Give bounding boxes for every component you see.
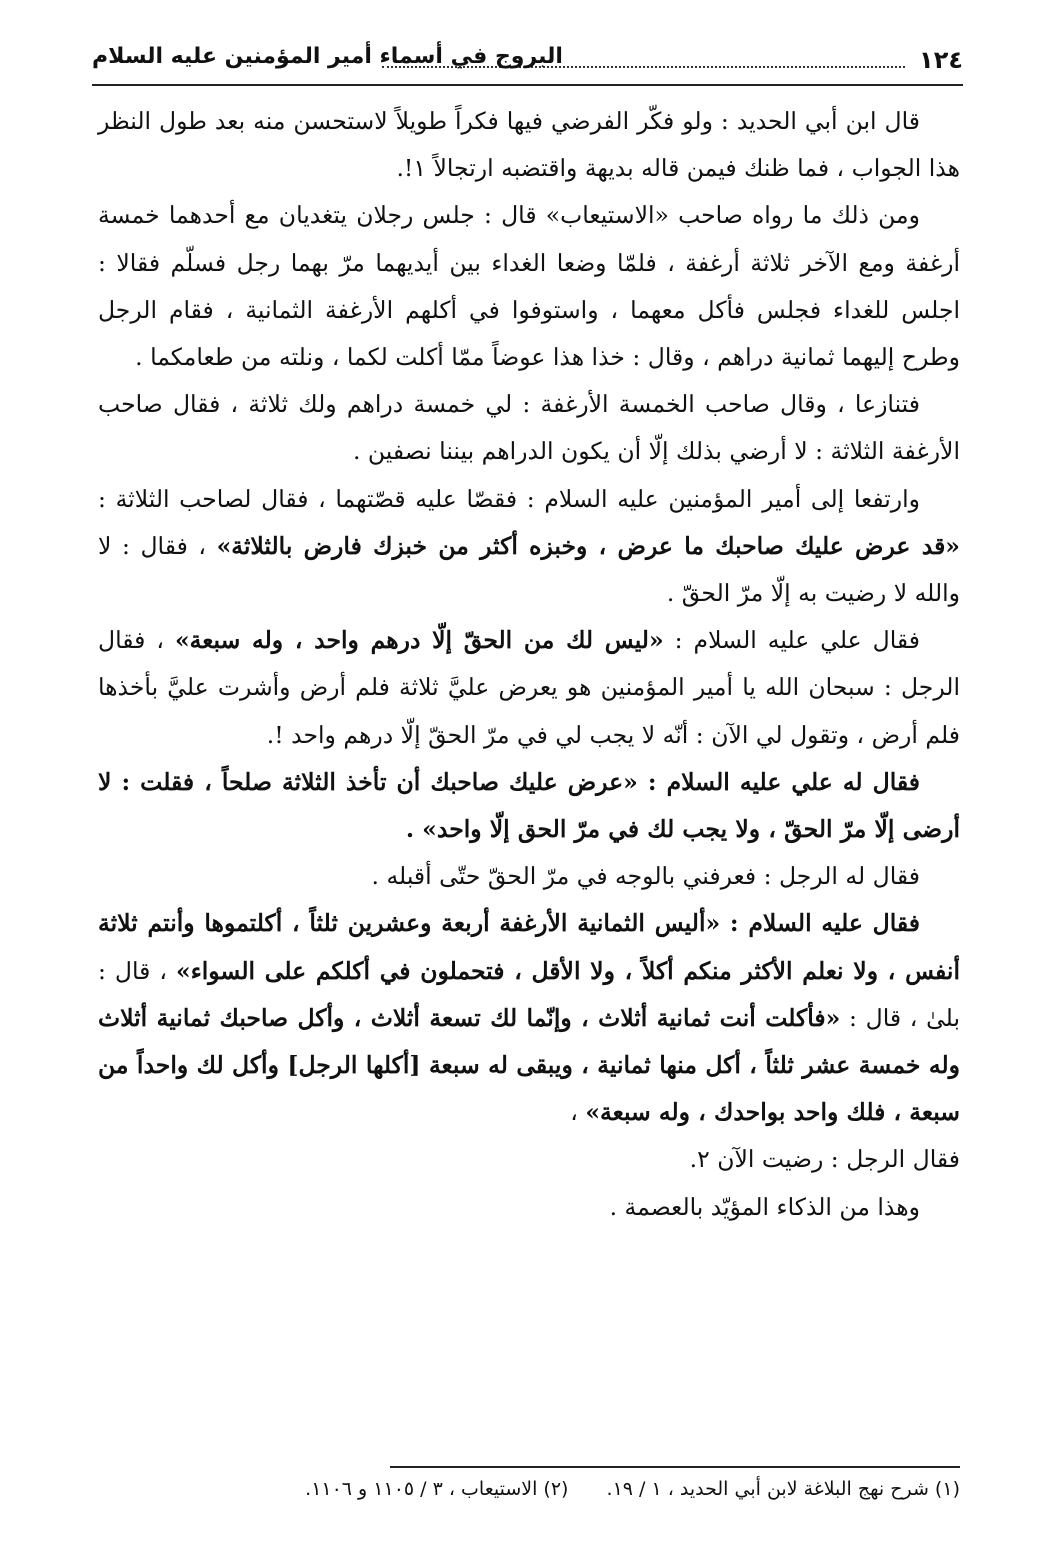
footnote-1: (١) شرح نهج البلاغة لابن أبي الحديد ، ١ / ١٩. [606, 1478, 960, 1500]
paragraph-4-part-2: ، فقال : لا والله لا رضيت به إلّا مرّ الحقّ . [98, 531, 960, 608]
paragraph-4 [98, 476, 960, 618]
paragraph-5-quote: «ليس لك من الحقّ إلّا درهم واحد ، وله سبعة» [174, 626, 664, 655]
paragraph-1: قال ابن أبي الحديد : ولو فكّر الفرضي فيها فكراً طويلاً لاستحسن منه بعد طول النظر هذا الجواب ، فما ظنك فيمن قاله بديهة واقتضبه ارتجالاً ١!. [98, 107, 960, 183]
paragraph-10: وهذا من الذكاء المؤيّد بالعصمة . [609, 1192, 920, 1221]
paragraph-8-quote-2: «فأكلت أنت ثمانية أثلاث ، وإنّما لك تسعة أثلاث ، وأكل صاحبك ثمانية أثلاث وله خمسة عشر ثلثاً ، أكل منها ثمانية ، ويبقى له سبعة [أكلها الرجل] وأكل لك واحداً من سبعة ، فلك واحد بواحدك ، وله سبعة» [98, 1003, 960, 1127]
footnotes [98, 1478, 960, 1500]
paragraph-9: فقال الرجل : رضيت الآن ٢. [689, 1145, 960, 1174]
page-header [92, 40, 963, 86]
paragraph-2: ومن ذلك ما رواه صاحب «الاستيعاب» قال : جلس رجلان يتغديان مع أحدهما خمسة أرغفة ومع الآخر ثلاثة أرغفة ، فلمّا وضعا الغداء بين أيديهما مرّ بهما رجل فسلّم فقالا : اجلس للغداء فجلس فأكل معهما ، واستوفوا في أكلهم الأرغفة الثمانية ، فقام الرجل وطرح إليهما ثمانية دراهم ، وقال : خذا هذا عوضاً ممّا أكلت لكما ، ونلته من طعامكما . [98, 201, 960, 372]
paragraph-4-quote: «قد عرض عليك صاحبك ما عرض ، وخبزه أكثر من خبزك فارض بالثلاثة» [216, 531, 960, 560]
main-text [98, 98, 960, 1231]
paragraph-6: فقال له علي عليه السلام : «عرض عليك صاحبك أن تأخذ الثلاثة صلحاً ، فقلت : لا أرضى إلّا مرّ الحقّ ، ولا يجب لك في مرّ الحق إلّا واحد» . [98, 767, 960, 844]
footnote-divider [390, 1466, 960, 1468]
paragraph-4-part-1: وارتفعا إلى أمير المؤمنين عليه السلام : فقصّا عليه قصّتهما ، فقال لصاحب الثلاثة : [98, 484, 920, 513]
page-number: ١٢٤ [919, 46, 963, 74]
paragraph-5-part-1: فقال علي عليه السلام : [674, 626, 920, 655]
paragraph-7: فقال له الرجل : فعرفني بالوجه في مرّ الحقّ حتّى أقبله . [371, 862, 920, 891]
paragraph-8-part-2: ، قال : بلىٰ ، قال : [98, 956, 960, 1032]
footnote-2: (٢) الاستيعاب ، ٣ / ١١٠٥ و ١١٠٦. [305, 1478, 569, 1500]
paragraph-8 [98, 900, 960, 1136]
paragraph-3: فتنازعا ، وقال صاحب الخمسة الأرغفة : لي خمسة دراهم ولك ثلاثة ، فقال صاحب الأرغفة الثلاثة : لا أرضي بذلك إلّا أن يكون الدراهم بيننا نصفين . [98, 390, 960, 466]
paragraph-5-part-2: ، فقال الرجل : سبحان الله يا أمير المؤمنين هو يعرض عليَّ ثلاثة فلم أرض وأشرت عليَّ بأخذها فلم أرض ، وتقول لي الآن : أنّه لا يجب لي في مرّ الحقّ إلّا درهم واحد !. [98, 626, 960, 749]
paragraph-8-quote-1: فقال عليه السلام : «أليس الثمانية الأرغفة أربعة وعشرين ثلثاً ، أكلتموها وأنتم ثلاثة أنفس ، ولا نعلم الأكثر منكم أكلاً ، ولا الأقل ، فتحملون في أكلكم على السواء» [98, 909, 960, 985]
running-title: البروج في أسماء أمير المؤمنين عليه السلام [92, 44, 563, 69]
paragraph-5 [98, 617, 960, 759]
paragraph-8-part-3: ، [570, 1098, 578, 1127]
